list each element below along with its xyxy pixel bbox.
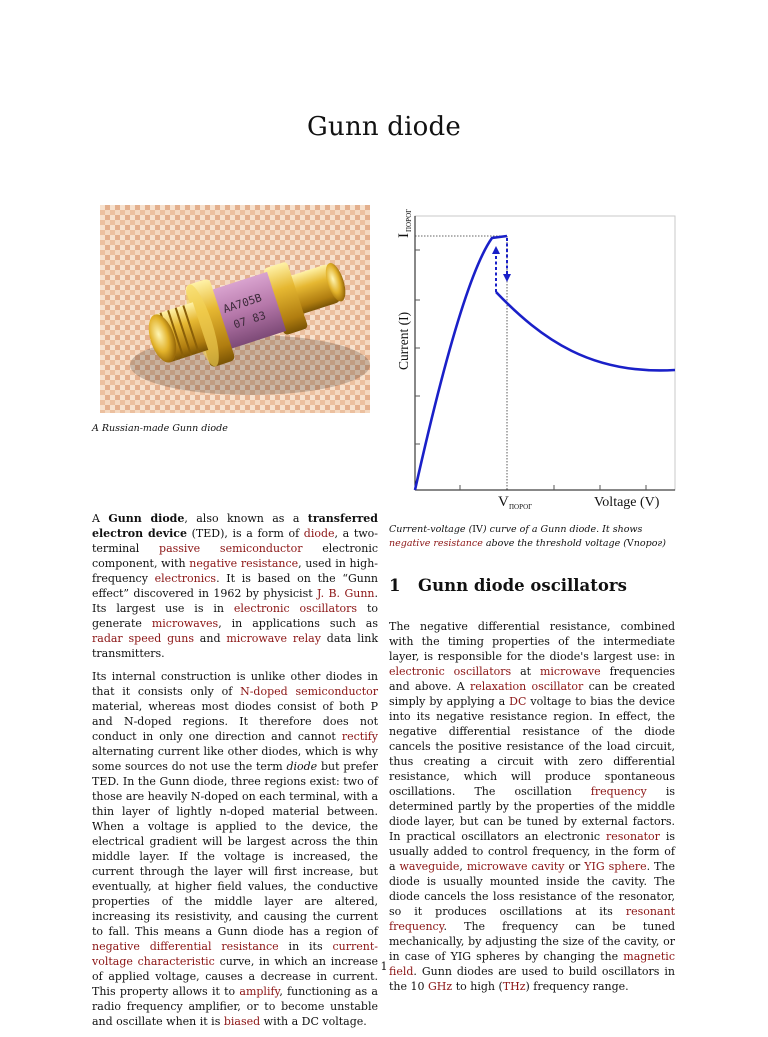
gunn-diode-image bbox=[100, 205, 370, 413]
page-title: Gunn diode bbox=[307, 112, 461, 142]
gunn-diode-photo bbox=[100, 205, 370, 413]
link-jb-gunn[interactable]: J. B. Gunn bbox=[317, 587, 375, 600]
intro-paragraph: A Gunn diode, also known as a transferred electron device (TED), is a form of diode, a two-terminal passive semiconductor electronic component, with negative resistance, used in high-frequency electronics. It is based on the “Gunn effect” discovered in 1962 by physicist J. B. Gunn. Its largest use is in electronic oscillators to generate microwaves, in applications such as radar speed guns and microwave relay data link transmitters. bbox=[92, 512, 379, 660]
right-column bbox=[389, 619, 675, 1002]
y-marker-i: I bbox=[396, 233, 412, 238]
section-title: Gunn diode oscillators bbox=[418, 576, 627, 595]
iv-curve-graph bbox=[392, 200, 682, 516]
link-microwave[interactable]: microwave bbox=[539, 665, 601, 678]
x-axis-label: Voltage (V) bbox=[594, 495, 660, 510]
link-microwave-cavity[interactable]: microwave cavity bbox=[466, 860, 565, 873]
link-amplify[interactable]: amplify bbox=[239, 985, 280, 998]
link-n-doped-semiconductor[interactable]: N-doped semiconductor bbox=[240, 685, 379, 698]
arrow-up-icon bbox=[492, 246, 500, 254]
link-passive-semiconductor[interactable]: passive semiconductor bbox=[159, 542, 303, 555]
graph-caption: Current-voltage (IV) curve of a Gunn diode. It shows negative resistance above the threshold voltage (Vпорог) bbox=[389, 524, 666, 549]
link-negative-resistance-caption[interactable]: negative resistance bbox=[389, 538, 483, 549]
diode-marking-2: 07 83 bbox=[231, 308, 268, 332]
x-ticks bbox=[460, 485, 646, 490]
link-electronics[interactable]: electronics bbox=[154, 572, 217, 585]
link-resonant-frequency[interactable]: resonant frequency bbox=[389, 905, 675, 933]
section-heading bbox=[389, 576, 627, 595]
construction-paragraph: Its internal construction is unlike other diodes in that it consists only of N-doped semiconductor material, whereas most diodes consist of both P and N-doped regions. It therefore does not conduct in only one direction and cannot rectify alternating current like other diodes, which is why some sources do not use the term diode but prefer TED. In the Gunn diode, three regions exist: two of those are heavily N-doped on each terminal, with a thin layer of lightly n-doped material between. When a voltage is applied to the device, the electrical gradient will be largest across the thin middle layer. If the voltage is increased, the current through the layer will first increase, but eventually, at higher field values, the conductive properties of the middle layer are altered, increasing its resistivity, and causing the current to fall. This means a Gunn diode has a region of negative differential resistance in its current-voltage characteristic curve, in which an increase of applied voltage, causes a decrease in current. This property allows it to amplify, functioning as a radio frequency amplifier, or to become unstable and oscillate when it is biased with a DC voltage. bbox=[92, 670, 379, 1028]
link-diode[interactable]: diode bbox=[303, 527, 335, 540]
x-marker-sub: ПОРОГ bbox=[509, 503, 533, 511]
y-axis-label: Current (I) bbox=[396, 311, 411, 370]
link-microwave-relay[interactable]: microwave relay bbox=[226, 632, 321, 645]
link-waveguide[interactable]: waveguide bbox=[399, 860, 460, 873]
plot-frame bbox=[415, 216, 675, 490]
y-ticks bbox=[415, 250, 420, 444]
link-electronic-oscillators-2[interactable]: electronic oscillators bbox=[389, 665, 512, 678]
link-biased[interactable]: biased bbox=[223, 1015, 261, 1028]
link-ghz[interactable]: GHz bbox=[428, 980, 453, 993]
diode-marking-1: AA705B bbox=[221, 291, 264, 316]
link-microwaves[interactable]: microwaves bbox=[151, 617, 219, 630]
arrow-down-icon bbox=[503, 274, 511, 282]
link-resonator[interactable]: resonator bbox=[605, 830, 660, 843]
iv-curve-falling bbox=[496, 292, 675, 370]
oscillator-paragraph: The negative differential resistance, combined with the timing properties of the intermediate layer, is responsible for the diode's largest use: in electronic oscillators at microwave frequencies and above. A relaxation oscillator can be created simply by applying a DC voltage to bias the device into its negative resistance region. In effect, the negative differential resistance of the diode cancels the positive resistance of the load circuit, thus creating a circuit with zero differential resistance, which will produce spontaneous oscillations. The oscillation frequency is determined partly by the properties of the middle diode layer, but can be tuned by external factors. In practical oscillators an electronic resonator is usually added to control frequency, in the form of a waveguide, microwave cavity or YIG sphere. The diode is usually mounted inside the cavity. The diode cancels the loss resistance of the resonator, so it produces oscillations at its resonant frequency. The frequency can be tuned mechanically, by adjusting the size of the cavity, or in case of YIG spheres by changing the magnetic field. Gunn diodes are used to build oscillators in the 10 GHz to high (THz) frequency range. bbox=[389, 620, 676, 993]
page-number: 1 bbox=[380, 960, 388, 973]
link-current-voltage-characteristic[interactable]: current-voltage characteristic bbox=[92, 940, 378, 968]
link-magnetic-field[interactable]: magnetic field bbox=[389, 950, 675, 978]
link-relaxation-oscillator[interactable]: relaxation oscillator bbox=[469, 680, 584, 693]
photo-caption: A Russian-made Gunn diode bbox=[92, 423, 228, 434]
left-column bbox=[92, 511, 378, 1037]
link-radar-speed-guns[interactable]: radar speed guns bbox=[92, 632, 194, 645]
section-number: 1 bbox=[389, 576, 401, 595]
link-yig-sphere[interactable]: YIG sphere bbox=[584, 860, 647, 873]
y-marker-sub: ПОРОГ bbox=[405, 208, 413, 232]
link-negative-differential-resistance[interactable]: negative differential resistance bbox=[92, 940, 279, 953]
link-negative-resistance[interactable]: negative resistance bbox=[189, 557, 299, 570]
link-rectify[interactable]: rectify bbox=[341, 730, 378, 743]
link-electronic-oscillators[interactable]: electronic oscillators bbox=[233, 602, 358, 615]
x-marker-v: V bbox=[498, 494, 509, 510]
link-frequency[interactable]: frequency bbox=[590, 785, 647, 798]
link-thz[interactable]: THz bbox=[502, 980, 526, 993]
link-dc[interactable]: DC bbox=[509, 695, 527, 708]
iv-curve-rising bbox=[415, 236, 507, 490]
